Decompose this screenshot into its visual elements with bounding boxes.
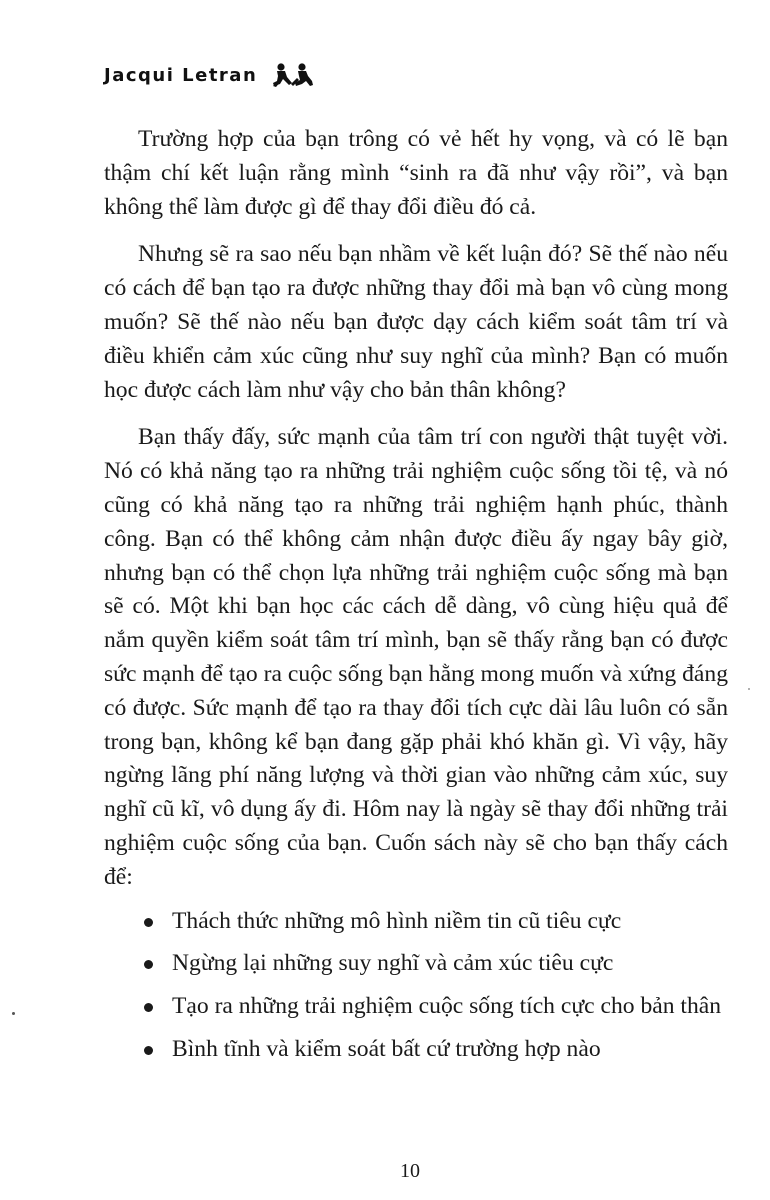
scan-speck [748, 688, 750, 690]
bullet-icon [144, 1046, 153, 1055]
list-item-text: Bình tĩnh và kiểm soát bất cứ trường hợp nào [172, 1035, 601, 1062]
two-figures-logo-icon [271, 62, 315, 88]
list-item-text: Tạo ra những trải nghiệm cuộc sống tích cực cho bản thân [172, 993, 722, 1020]
list-item-text: Thách thức những mô hình niềm tin cũ tiêu cực [172, 907, 622, 934]
list-item [104, 1033, 728, 1067]
logo-graphic [271, 62, 315, 88]
running-header [104, 58, 315, 92]
bullet-icon [144, 1003, 153, 1012]
paragraph-2: Nhưng sẽ ra sao nếu bạn nhầm về kết luận đó? Sẽ thế nào nếu có cách để bạn tạo ra được những thay đổi mà bạn vô cùng mong muốn? Sẽ thế nào nếu bạn được dạy cách kiểm soát tâm trí và điều khiển cảm xúc cũng như suy nghĩ của mình? Bạn có muốn học được cách làm như vậy cho bản thân không? [104, 241, 728, 403]
author-name: Jacqui Letran [104, 64, 258, 86]
page-number: 10 [400, 1160, 420, 1182]
list-item [104, 990, 728, 1024]
paragraph-3: Bạn thấy đấy, sức mạnh của tâm trí con người thật tuyệt vời. Nó có khả năng tạo ra những trải nghiệm cuộc sống tồi tệ, và nó cũng có khả năng tạo ra những trải nghiệm hạnh phúc, thành công. Bạn có thể không cảm nhận được điều ấy ngay bây giờ, nhưng bạn có thể chọn lựa những trải nghiệm cuộc sống mà bạn sẽ có. Một khi bạn học các cách dễ dàng, vô cùng hiệu quả để nắm quyền kiểm soát tâm trí mình, bạn sẽ thấy rằng bạn có được sức mạnh để tạo ra cuộc sống bạn hằng mong muốn và xứng đáng có được. Sức mạnh để tạo ra thay đổi tích cực dài lâu luôn có sẵn trong bạn, không kể bạn đang gặp phải khó khăn gì. Vì vậy, hãy ngừng lãng phí năng lượng và thời gian vào những cảm xúc, suy nghĩ cũ kĩ, vô dụng ấy đi. Hôm nay là ngày sẽ thay đổi những trải nghiệm cuộc sống của bạn. Cuốn sách này sẽ cho bạn thấy cách để: [104, 424, 728, 890]
scan-speck [12, 1012, 15, 1015]
list-item [104, 905, 728, 939]
bullet-icon [144, 960, 153, 969]
list-item-text: Ngừng lại những suy nghĩ và cảm xúc tiêu cực [172, 950, 614, 977]
main-text [104, 123, 728, 1076]
bullet-list [104, 905, 728, 1067]
bullet-icon [144, 918, 153, 927]
list-item [104, 947, 728, 981]
paragraph-1: Trường hợp của bạn trông có vẻ hết hy vọng, và có lẽ bạn thậm chí kết luận rằng mình “sinh ra đã như vậy rồi”, và bạn không thể làm được gì để thay đổi điều đó cả. [104, 126, 728, 220]
